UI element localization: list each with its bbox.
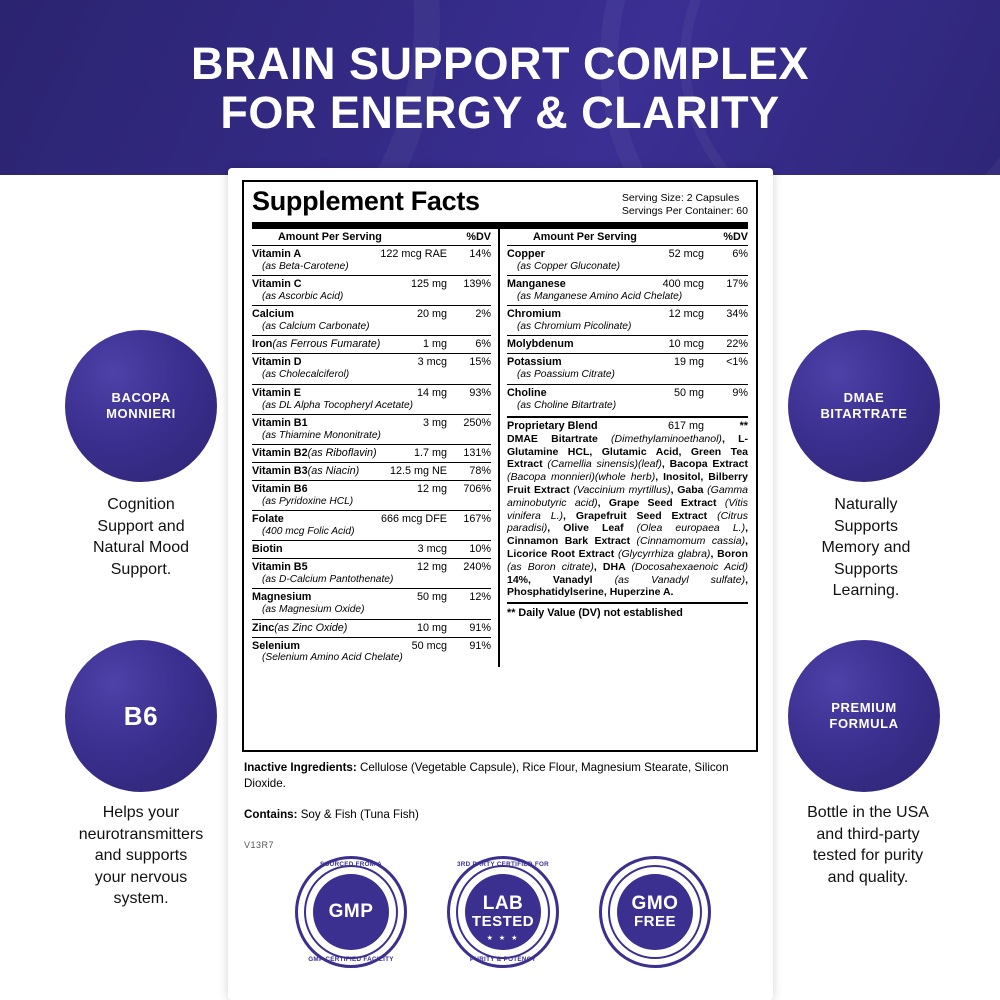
nutrient-source: (as D-Calcium Pantothenate) <box>262 574 394 586</box>
bubble-premium-formula-caption: Bottle in the USA and third-party tested for purity and quality. <box>807 804 929 886</box>
nutrient-row <box>252 445 491 463</box>
gmo-seal-core <box>617 874 693 950</box>
nutrient-name: Vitamin B2 <box>252 446 308 459</box>
nutrient-source: (as Cholecalciferol) <box>262 369 350 381</box>
serving-info <box>622 188 748 219</box>
header-title-line1: BRAIN SUPPORT COMPLEX <box>190 38 810 89</box>
nutrient-dv: 167% <box>463 513 491 526</box>
nutrient-name: Choline <box>507 386 547 399</box>
nutrient-source: (as Ascorbic Acid) <box>262 291 344 303</box>
daily-value-note: ** Daily Value (DV) not established <box>507 602 748 619</box>
bubble-bacopa-caption: Cognition Support and Natural Mood Support. <box>92 496 190 578</box>
nutrient-name: Vitamin C <box>252 278 302 291</box>
nutrient-row <box>252 589 491 619</box>
inactive-ingredients <box>244 760 758 791</box>
nutrient-amount: 666 mcg DFE <box>380 513 447 526</box>
nutrient-source: (as Choline Bitartrate) <box>517 399 617 411</box>
nutrient-row <box>252 620 491 638</box>
nutrient-dv: 250% <box>463 416 491 429</box>
nutrient-amount: 3 mcg <box>417 543 447 556</box>
lab-seal-text-2: TESTED <box>471 913 535 931</box>
nutrient-amount: 50 mg <box>416 591 447 604</box>
nutrient-column-right <box>500 229 748 667</box>
nutrient-row <box>507 246 748 276</box>
nutrient-row <box>507 385 748 414</box>
certification-seals <box>268 856 738 976</box>
bubble-label: B6 <box>123 700 159 731</box>
right-nutrient-list <box>507 246 748 414</box>
serving-size: Serving Size: 2 Capsules <box>621 192 740 204</box>
bubble-b6 <box>65 640 217 792</box>
nutrient-source: (as Calcium Carbonate) <box>262 321 370 333</box>
lot-code: V13R7 <box>244 840 275 850</box>
nutrient-amount: 10 mg <box>416 621 447 634</box>
header-title <box>0 0 1000 137</box>
nutrient-source: (as Magnesium Oxide) <box>262 604 365 616</box>
nutrient-source: (as Thiamine Mononitrate) <box>262 429 381 441</box>
nutrient-amount: 52 mcg <box>668 247 704 260</box>
blend-dv: ** <box>739 419 748 432</box>
nutrient-name: Potassium <box>507 356 562 369</box>
contains-label: Contains: <box>244 808 298 821</box>
nutrient-amount: 122 mcg RAE <box>380 247 447 260</box>
lab-seal-arc-bottom: PURITY & POTENCY <box>469 956 537 963</box>
nutrient-amount: 125 mg <box>410 278 447 291</box>
nutrient-dv: 22% <box>726 338 748 351</box>
nutrient-amount: 12 mg <box>416 482 447 495</box>
nutrient-dv: <1% <box>726 356 748 369</box>
lab-seal-arc-top: 3RD PARTY CERTIFIED FOR <box>456 861 550 868</box>
nutrient-dv: 706% <box>463 482 491 495</box>
nutrient-amount: 12.5 mg NE <box>389 464 447 477</box>
nutrient-source: (400 mcg Folic Acid) <box>262 526 355 537</box>
nutrient-row <box>252 354 491 384</box>
nutrient-dv: 91% <box>469 621 491 634</box>
nutrient-source: (as DL Alpha Tocopheryl Acetate) <box>262 399 414 411</box>
bubble-label: DMAE BITARTRATE <box>820 389 908 421</box>
allergen-contains <box>244 808 419 821</box>
right-amount-header: Amount Per Serving <box>533 230 637 243</box>
nutrient-row <box>252 415 491 445</box>
nutrient-dv: 93% <box>469 386 491 399</box>
blend-amount: 617 mg <box>667 419 704 432</box>
nutrient-name: Vitamin B5 <box>252 561 308 574</box>
nutrient-row <box>252 559 491 589</box>
nutrient-name: Folate <box>252 513 284 526</box>
nutrient-amount: 50 mg <box>673 386 704 399</box>
nutrient-amount: 1 mg <box>422 338 447 351</box>
right-column-header <box>507 229 748 246</box>
nutrient-column-left <box>252 229 500 667</box>
left-nutrient-list <box>252 246 491 667</box>
nutrient-name: Manganese <box>507 278 566 291</box>
nutrient-row <box>252 385 491 415</box>
left-dv-header: %DV <box>466 230 491 243</box>
gmp-seal-arc-top: SOURCED FROM A <box>319 861 383 868</box>
bubble-bacopa <box>65 330 217 482</box>
nutrient-dv: 6% <box>475 338 491 351</box>
gmp-seal-arc-bottom: GMP CERTIFIED FACILITY <box>308 956 394 963</box>
nutrient-source: (as Copper Gluconate) <box>517 260 621 272</box>
nutrient-name: Vitamin B1 <box>252 416 308 429</box>
nutrient-source: (as Chromium Picolinate) <box>517 321 632 333</box>
nutrient-name: Biotin <box>252 543 283 556</box>
nutrient-row <box>252 511 491 541</box>
nutrient-row <box>507 276 748 306</box>
supplement-facts-title: Supplement Facts <box>252 186 480 216</box>
nutrient-amount: 12 mcg <box>668 308 704 321</box>
lab-tested-seal <box>447 856 559 968</box>
nutrient-row <box>252 481 491 511</box>
nutrient-amount: 400 mcg <box>662 278 704 291</box>
nutrient-dv: 139% <box>463 278 491 291</box>
nutrient-dv: 34% <box>726 308 748 321</box>
inactive-ingredients-label: Inactive Ingredients: <box>244 761 357 774</box>
nutrient-dv: 12% <box>469 591 491 604</box>
nutrient-dv: 14% <box>469 247 491 260</box>
nutrient-amount: 19 mg <box>673 356 704 369</box>
nutrient-row <box>252 638 491 667</box>
nutrient-source: (as Riboflavin) <box>307 446 377 459</box>
nutrient-name: Selenium <box>252 639 301 652</box>
nutrient-name: Vitamin B3 <box>252 464 308 477</box>
nutrient-amount: 20 mg <box>416 308 447 321</box>
nutrient-row <box>252 336 491 354</box>
nutrient-source: (Selenium Amino Acid Chelate) <box>262 652 403 664</box>
nutrient-name: Vitamin A <box>252 247 302 260</box>
lab-seal-stars: ★ ★ ★ <box>486 935 520 942</box>
nutrient-dv: 15% <box>469 356 491 369</box>
nutrient-amount: 14 mg <box>416 386 447 399</box>
nutrient-row <box>507 354 748 384</box>
nutrient-dv: 2% <box>475 308 491 321</box>
bubble-b6-caption: Helps your neurotransmitters and supports your nervous system. <box>78 804 204 908</box>
nutrient-amount: 12 mg <box>416 561 447 574</box>
gmp-seal-core <box>313 874 389 950</box>
header-banner <box>0 0 1000 175</box>
nutrient-source: (as Beta-Carotene) <box>262 260 349 272</box>
nutrient-row <box>252 246 491 276</box>
nutrient-row <box>252 541 491 559</box>
nutrient-source: (as Poassium Citrate) <box>517 369 615 381</box>
right-dv-header: %DV <box>723 230 748 243</box>
nutrient-amount: 3 mcg <box>417 356 447 369</box>
supplement-facts-panel <box>242 180 758 752</box>
nutrient-dv: 91% <box>469 639 491 652</box>
thick-rule <box>252 222 748 229</box>
nutrient-dv: 6% <box>732 247 748 260</box>
nutrient-source: (as Zinc Oxide) <box>274 621 348 634</box>
gmo-seal-text-1: GMO <box>631 893 679 915</box>
nutrient-source: (as Pyridoxine HCL) <box>262 495 354 507</box>
blend-name: Proprietary Blend <box>507 419 598 432</box>
nutrient-amount: 1.7 mg <box>413 446 447 459</box>
nutrient-amount: 10 mcg <box>668 338 704 351</box>
nutrient-name: Iron <box>252 338 273 351</box>
nutrient-dv: 10% <box>469 543 491 556</box>
left-column-header <box>252 229 491 246</box>
servings-per-container: Servings Per Container: 60 <box>621 205 748 218</box>
nutrient-row <box>252 306 491 336</box>
header-title-line2: FOR ENERGY & CLARITY <box>220 86 780 138</box>
nutrient-name: Chromium <box>507 308 561 321</box>
contains-text: Soy & Fish (Tuna Fish) <box>297 808 419 821</box>
nutrient-name: Molybdenum <box>507 338 574 351</box>
nutrient-amount: 50 mcg <box>411 639 447 652</box>
nutrient-row <box>507 306 748 336</box>
nutrient-source: (as Ferrous Fumarate) <box>272 338 381 351</box>
gmo-free-seal <box>599 856 711 968</box>
bubble-label: PREMIUM FORMULA <box>829 699 899 731</box>
nutrient-amount: 3 mg <box>422 416 447 429</box>
gmp-seal <box>295 856 407 968</box>
nutrient-dv: 240% <box>463 561 491 574</box>
supplement-label-card <box>228 168 773 1000</box>
gmp-seal-text: GMP <box>328 901 374 923</box>
lab-seal-text-1: LAB <box>482 893 524 915</box>
nutrient-dv: 17% <box>726 278 748 291</box>
gmo-seal-text-2: FREE <box>633 913 676 931</box>
nutrient-dv: 131% <box>463 446 491 459</box>
nutrient-name: Magnesium <box>252 591 312 604</box>
nutrient-name: Vitamin B6 <box>252 482 308 495</box>
bubble-dmae-caption: Naturally Supports Memory and Supports Learning. <box>821 496 911 600</box>
proprietary-blend-header <box>507 418 748 432</box>
nutrient-source: (as Niacin) <box>307 464 360 477</box>
nutrient-name: Vitamin D <box>252 356 302 369</box>
left-amount-header: Amount Per Serving <box>278 230 382 243</box>
nutrient-name: Copper <box>507 247 545 260</box>
nutrient-name: Zinc <box>252 621 275 634</box>
nutrient-source: (as Manganese Amino Acid Chelate) <box>517 291 683 303</box>
inactive-ingredients-text: Cellulose (Vegetable Capsule), Rice Flour, Magnesium Stearate, Silicon Dioxide. <box>244 761 729 790</box>
bubble-premium-formula <box>788 640 940 792</box>
blend-ingredients: DMAE Bitartrate (Dimethylaminoethanol), L-Glutamine HCL, Glutamic Acid, Green Tea Extract (Camellia sinensis)(leaf), Bacopa Extract (Bacopa monnieri)(whole herb), Inositol, Bilberry Fruit Extract (Vaccinium myrtillus), Gaba (Gamma aminobutyric acid), Grape Seed Extract (Vitis vinifera L.), Grapefruit Seed Extract (Citrus paradisi), Olive Leaf (Olea europaea L.), Cinnamon Bark Extract (Cinnamomum cassia), Licorice Root Extract (Glycyrrhiza glabra), Boron (as Boron citrate), DHA (Docosahexaenoic Acid) 14%, Vanadyl (as Vanadyl sulfate), Phosphatidylserine, Huperzine A. <box>507 432 749 599</box>
nutrient-dv: 9% <box>732 386 748 399</box>
nutrient-row <box>252 463 491 481</box>
nutrient-row <box>507 336 748 354</box>
nutrient-name: Calcium <box>252 308 295 321</box>
bubble-dmae <box>788 330 940 482</box>
nutrient-row <box>252 276 491 306</box>
nutrient-dv: 78% <box>469 464 491 477</box>
bubble-label: BACOPA MONNIERI <box>106 389 176 421</box>
nutrient-name: Vitamin E <box>252 386 302 399</box>
